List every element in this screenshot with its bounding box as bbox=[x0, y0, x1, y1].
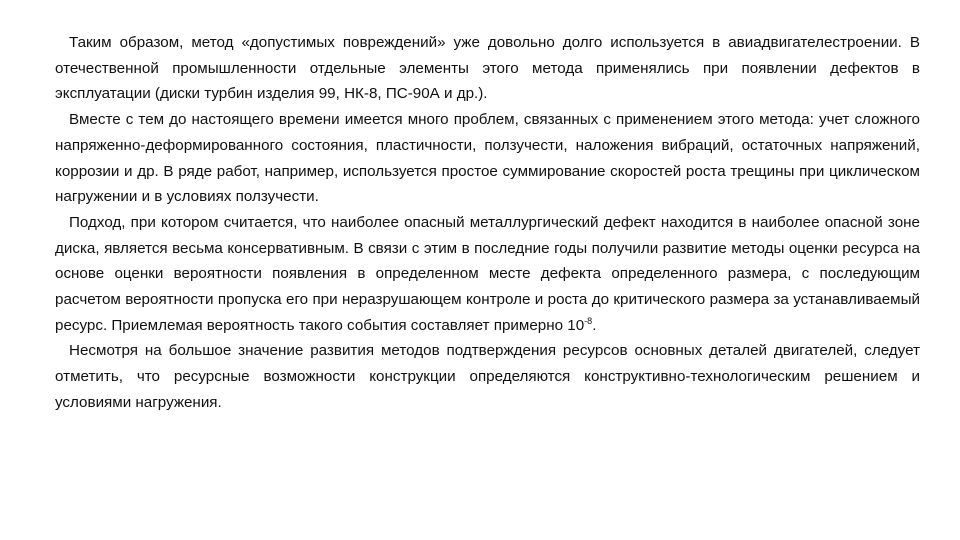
paragraph-3-suffix: . bbox=[592, 316, 597, 334]
probability-exponent: -8 bbox=[584, 315, 593, 326]
paragraph-4-text: Несмотря на большое значение развития методов подтверждения ресурсов основных деталей двигателей, следует отметить, что ресурсные возможности конструкции определяются конструктивно-технологическим решением и условиями нагружения. bbox=[55, 342, 920, 411]
paragraph-2 bbox=[55, 107, 920, 210]
paragraph-4 bbox=[55, 338, 920, 415]
paragraph-1-text: Таким образом, метод «допустимых повреждений» уже довольно долго используется в авиадвигателестроении. В отечественной промышленности отдельные элементы этого метода применялись при появлении дефектов в эксплуатации (диски турбин изделия 99, НК-8, ПС-90А и др.). bbox=[55, 34, 920, 103]
document-body bbox=[55, 30, 920, 416]
paragraph-1 bbox=[55, 30, 920, 107]
paragraph-3 bbox=[55, 210, 920, 339]
paragraph-3-text: Подход, при котором считается, что наиболее опасный металлургический дефект находится в наиболее опасной зоне диска, является весьма консервативным. В связи с этим в последние годы получили развитие методы оценки ресурса на основе оценки вероятности появления в определенном месте дефекта определенного размера, с последующим расчетом вероятности пропуска его при неразрушающем контроле и роста до критического размера за устанавливаемый ресурс. Приемлемая вероятность такого события составляет примерно 10 bbox=[55, 213, 920, 334]
paragraph-2-text: Вместе с тем до настоящего времени имеется много проблем, связанных с применением этого метода: учет сложного напряженно-деформированного состояния, пластичности, ползучести, наложения вибраций, остаточных напряжений, коррозии и др. В ряде работ, например, используется простое суммирование скоростей роста трещины при циклическом нагружении и в условиях ползучести. bbox=[55, 111, 920, 206]
